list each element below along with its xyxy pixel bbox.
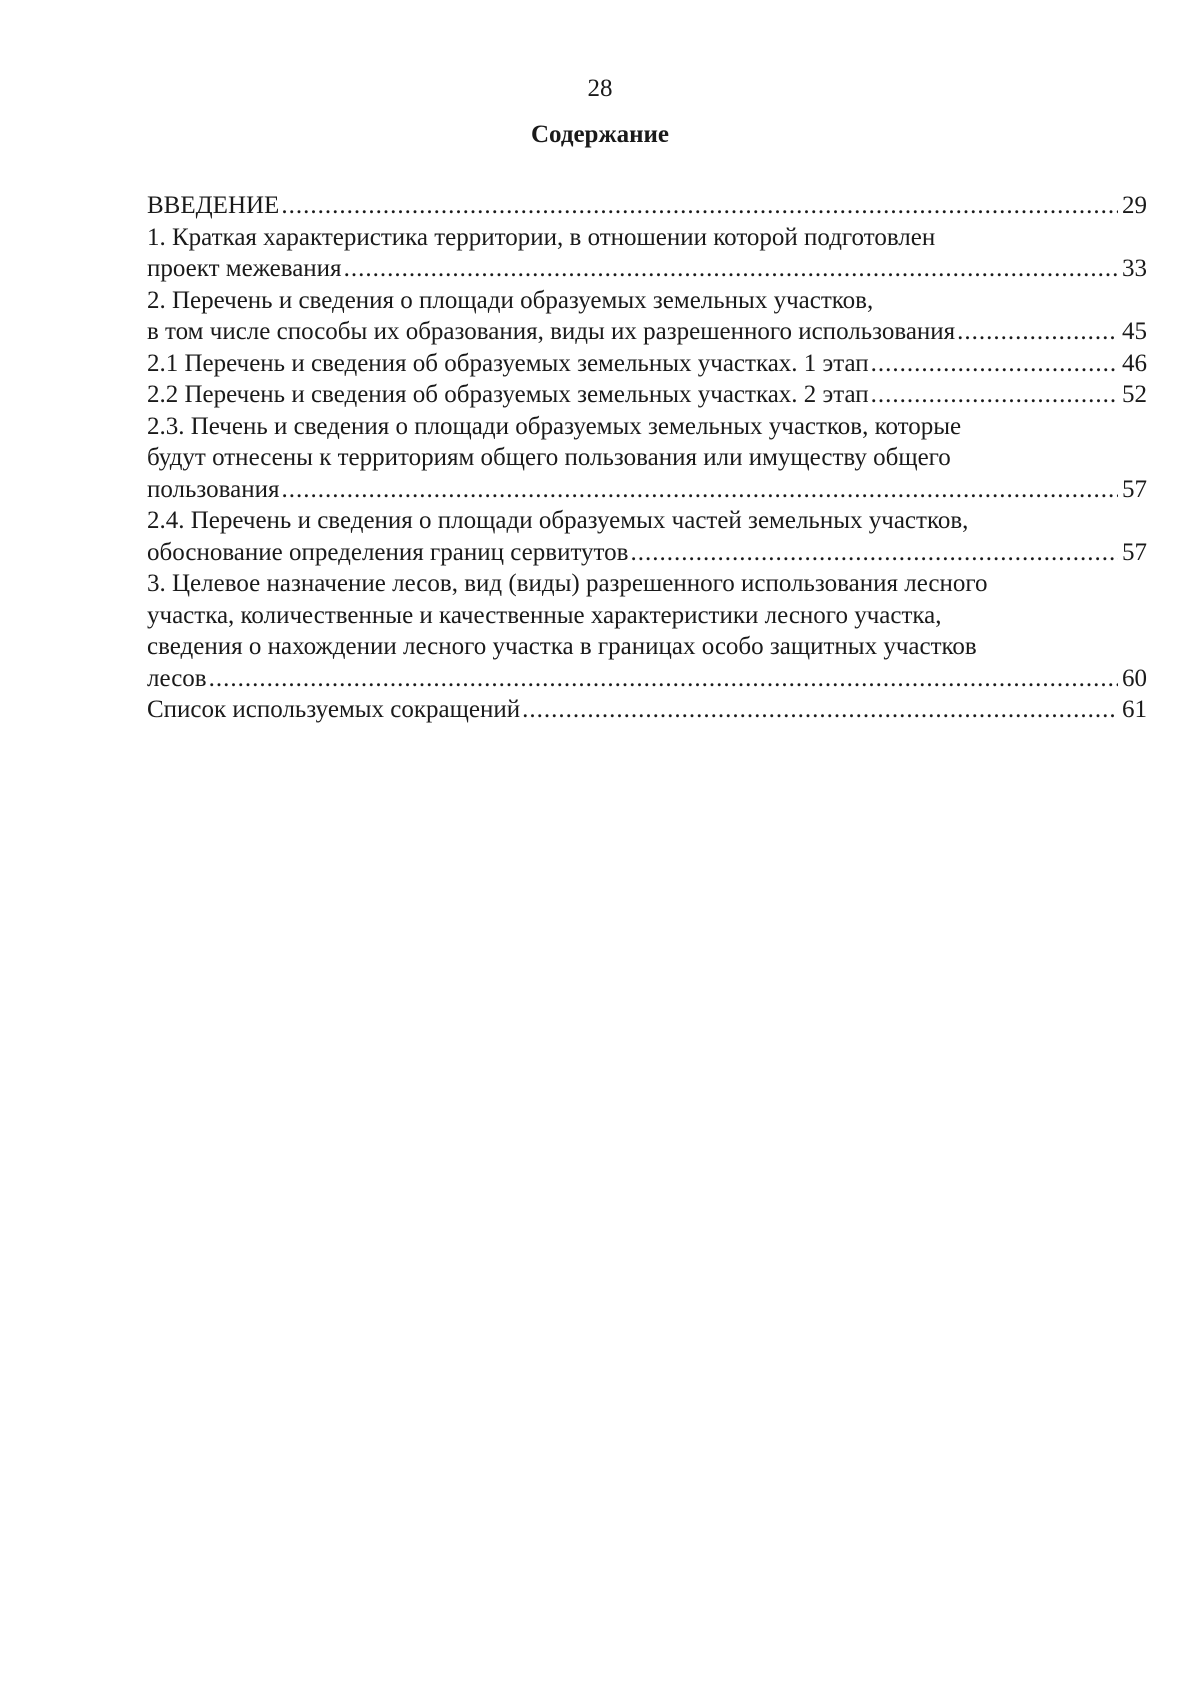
dot-leader: [344, 253, 1118, 285]
toc-entry-text: Список используемых сокращений: [147, 696, 521, 723]
toc-entry: [147, 568, 1147, 694]
toc-entry-last-line: [147, 316, 1147, 348]
toc-entry-text: участка, количественные и качественные характеристики лесного участка,: [147, 601, 942, 629]
toc-entry-last-line: [147, 537, 1147, 569]
toc-entry: [147, 190, 1147, 222]
dot-leader: [209, 663, 1118, 695]
toc-entry-text: 2.1 Перечень и сведения об образуемых земельных участках. 1 этап: [147, 349, 869, 377]
toc-entry: [147, 348, 1147, 380]
toc-entry: [147, 285, 1147, 348]
toc-entry-last-line: [147, 663, 1147, 695]
toc-entry-text: пользования: [147, 475, 280, 503]
toc-entry-last-line: [147, 474, 1147, 506]
toc-entry-text: сведения о нахождении лесного участка в границах особо защитных участков: [147, 633, 977, 660]
toc-entry-text: 2. Перечень и сведения о площади образуемых земельных участков,: [147, 286, 874, 314]
toc-entry-text: проект межевания: [147, 255, 342, 282]
toc-entry-page-number: 57: [1122, 475, 1147, 503]
toc-entry-text: 2.3. Печень и сведения о площади образуемых земельных участков, которые: [147, 412, 962, 440]
dot-leader: [957, 316, 1118, 348]
toc-entry-last-line: [147, 348, 1147, 380]
toc-entry-page-number: 33: [1122, 255, 1147, 282]
dot-leader: [630, 537, 1118, 569]
page-number: 28: [587, 75, 613, 102]
toc-entry-text: будут отнесены к территориям общего пользования или имуществу общего: [147, 444, 951, 471]
toc-entry-text: 3. Целевое назначение лесов, вид (виды) разрешенного использования лесного: [147, 570, 988, 597]
table-of-contents: [147, 190, 1147, 726]
toc-entry-page-number: 60: [1122, 664, 1147, 692]
toc-entry-text: 2.2 Перечень и сведения об образуемых земельных участках. 2 этап: [147, 381, 869, 408]
toc-entry-text: 2.4. Перечень и сведения о площади образуемых частей земельных участков,: [147, 507, 969, 534]
dot-leader: [871, 379, 1118, 411]
dot-leader: [522, 694, 1118, 726]
page-title: Содержание: [530, 121, 669, 148]
toc-entry: [147, 379, 1147, 411]
toc-entry-page-number: 29: [1122, 192, 1147, 219]
toc-entry: [147, 222, 1147, 285]
dot-leader: [871, 348, 1118, 380]
toc-entry: [147, 411, 1147, 506]
toc-entry-text: лесов: [147, 664, 207, 692]
toc-entry-text: в том числе способы их образования, виды их разрешенного использования: [147, 318, 956, 345]
toc-entry-page-number: 57: [1122, 538, 1147, 566]
dot-leader: [281, 190, 1118, 222]
toc-entry-text: 1. Краткая характеристика территории, в отношении которой подготовлен: [147, 223, 936, 251]
toc-entry-last-line: [147, 190, 1147, 222]
toc-entry: [147, 505, 1147, 568]
toc-entry-page-number: 46: [1122, 349, 1147, 377]
toc-entry-page-number: 61: [1122, 696, 1147, 723]
toc-entry-page-number: 52: [1122, 381, 1147, 408]
toc-entry-text: обоснование определения границ сервитутов: [147, 538, 629, 566]
toc-entry-last-line: [147, 253, 1147, 285]
toc-entry-text: ВВЕДЕНИЕ: [147, 192, 280, 219]
toc-entry: [147, 694, 1147, 726]
dot-leader: [281, 474, 1118, 506]
toc-entry-last-line: [147, 379, 1147, 411]
toc-entry-last-line: [147, 694, 1147, 726]
toc-entry-page-number: 45: [1122, 318, 1147, 345]
